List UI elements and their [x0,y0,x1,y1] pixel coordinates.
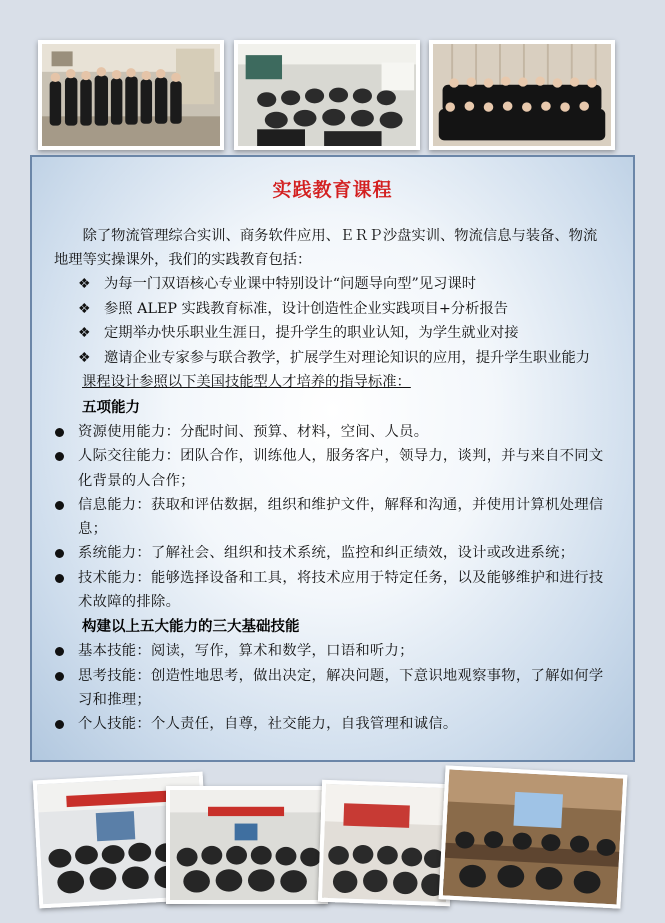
list-item: ❖ 为每一门双语核心专业课中特别设计“问题导向型”见习课时 [78,272,611,297]
round-bullet-icon [55,549,64,558]
list-item: 人际交往能力：团队合作，训练他人，服务客户，领导力，谈判，并与来自不同文化背景的人合作； [54,444,611,493]
three-skills-list [54,639,611,736]
diamond-bullet-icon: ❖ [78,349,91,366]
round-bullet-icon [55,647,64,656]
photo-lecture-hall [234,40,420,150]
photo-seminar-room [166,786,328,904]
guide-line: 课程设计参照以下美国技能型人才培养的指导标准： [82,374,411,390]
round-bullet-icon [55,452,64,461]
diamond-bullet-icon: ❖ [78,276,91,292]
list-item: 技术能力：能够选择设备和工具，将技术应用于特定任务，以及能够维护和进行技术故障的排除。 [54,566,611,615]
photo-conference-room [439,765,628,908]
diamond-bullet-icon: ❖ [78,300,91,317]
round-bullet-icon [55,720,64,729]
list-item: 基本技能：阅读，写作，算术和数学，口语和听力； [54,639,611,663]
three-skills-heading: 构建以上五大能力的三大基础技能 [82,618,300,636]
round-bullet-icon [55,672,64,681]
list-item: ❖ 定期举办快乐职业生涯日，提升学生的职业认知，为学生就业对接 [78,321,611,346]
page-title: 实践教育课程 [272,179,393,201]
round-bullet-icon [55,428,64,437]
list-item: 思考技能：创造性地思考，做出决定，解决问题，下意识地观察事物，了解如何学习和推理； [54,664,611,713]
round-bullet-icon [55,501,64,510]
list-item: ❖ 邀请企业专家参与联合教学，扩展学生对理论知识的应用，提升学生职业能力 [78,346,611,371]
diamond-bullet-icon: ❖ [78,325,91,341]
photo-team-portrait [429,40,615,150]
five-abilities-list [54,420,611,614]
list-item: 资源使用能力：分配时间、预算、材料，空间、人员。 [54,420,611,444]
list-item: 信息能力：获取和评估数据，组织和维护文件，解释和沟通，并使用计算机处理信息； [54,493,611,542]
photo-students-group-standing [38,40,224,150]
five-abilities-heading: 五项能力 [82,399,140,416]
photo-lecture-audience [318,780,454,907]
course-description-panel [30,155,635,762]
list-item: 个人技能：个人责任，自尊，社交能力，自我管理和诚信。 [54,712,611,736]
round-bullet-icon [55,574,64,583]
list-item: 系统能力：了解社会、组织和技术系统，监控和纠正绩效，设计或改进系统； [54,541,611,565]
intro-paragraph: 除了物流管理综合实训、商务软件应用、ＥＲＰ沙盘实训、物流信息与装备、物流地理等实操课外，我们的实践教育包括： [54,228,598,268]
list-item: ❖ 参照 ALEP 实践教育标准，设计创造性企业实践项目+分析报告 [78,297,611,322]
practice-list [78,272,611,370]
